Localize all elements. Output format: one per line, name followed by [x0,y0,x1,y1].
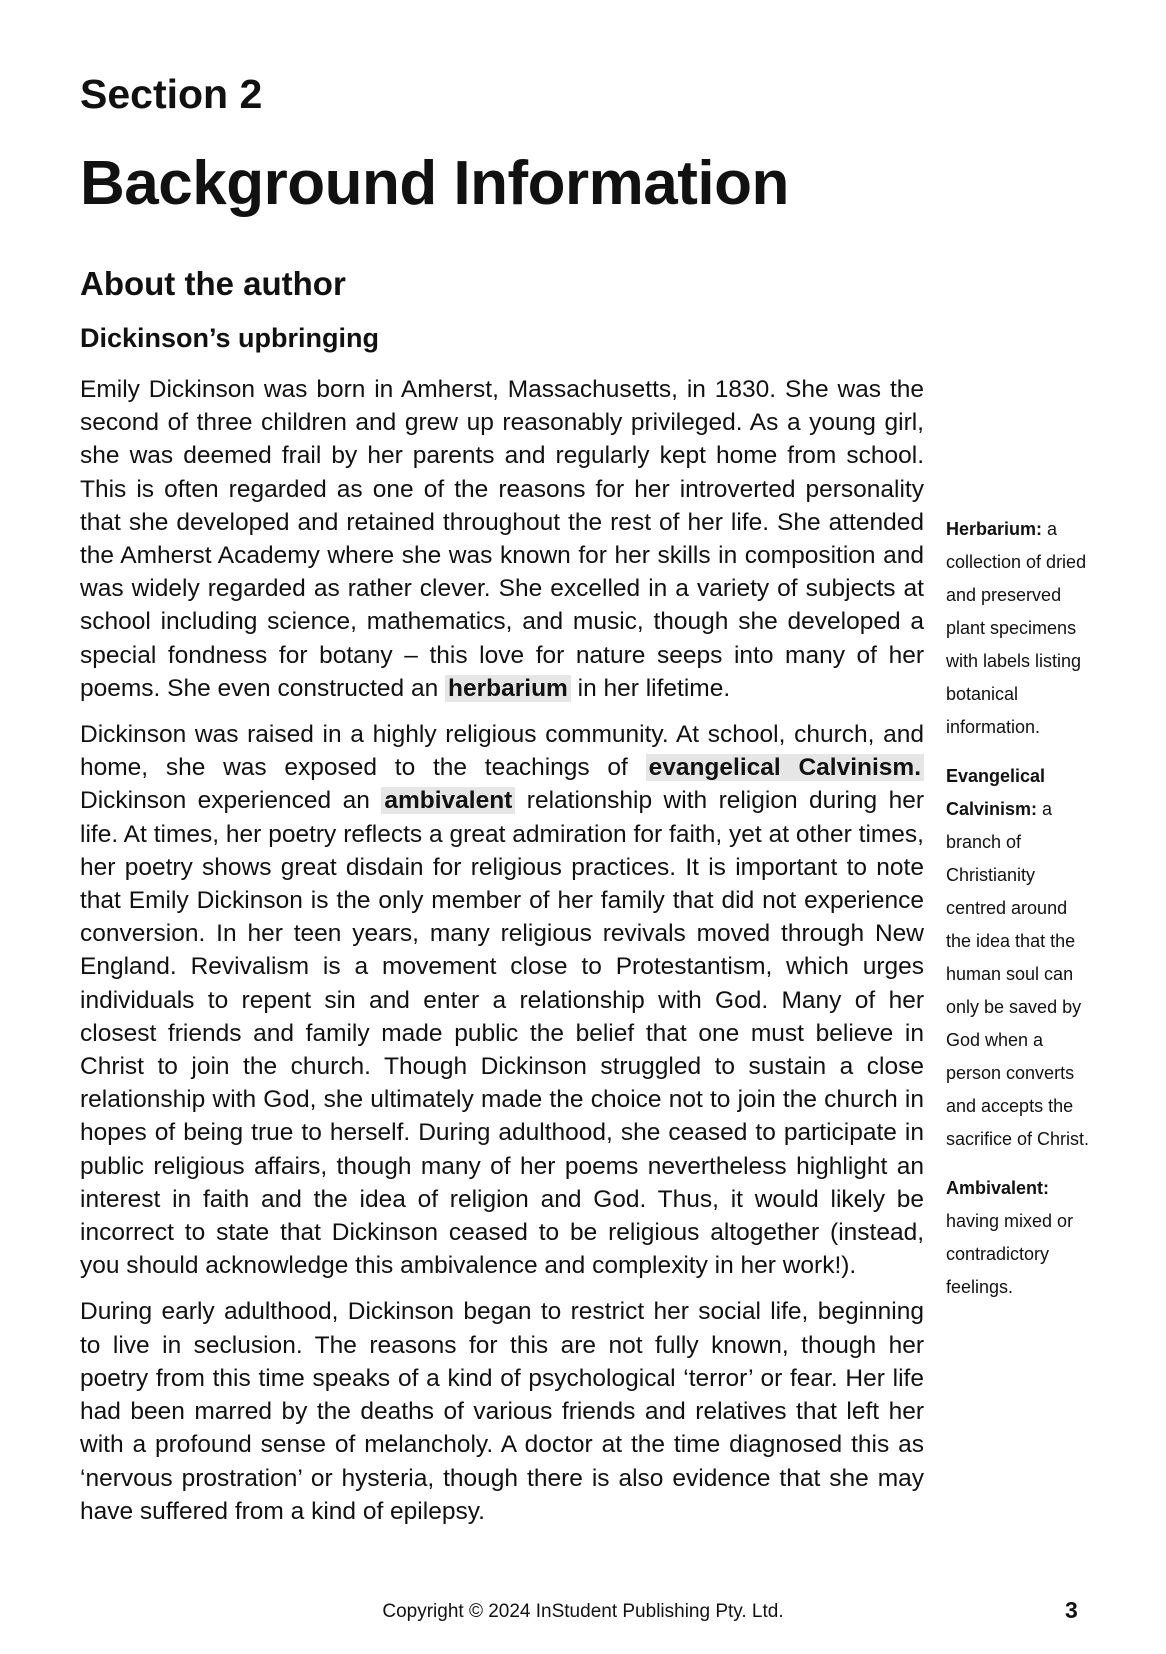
page-number: 3 [1065,1597,1078,1623]
section-label: Section 2 [80,71,263,117]
paragraph-2: Dickinson was raised in a highly religious community. At school, church, and home, she was exposed to the teachings of evangelical Calvinism. Dickinson experienced an ambivalent relationship with religion during her life. At times, her poetry reflects a great admiration for faith, yet at other times, her poetry shows great disdain for religious practices. It is important to note that Emily Dickinson is the only member of her family that did not experience conversion. In her teen years, many religious revivals moved through New England. Revivalism is a movement close to Protestantism, which urges individuals to repent sin and enter a relationship with God. Many of her closest friends and family made public the belief that one must believe in Christ to join the church. Though Dickinson struggled to sustain a close relationship with God, she ultimately made the choice not to join the church in hopes of being true to herself. During adulthood, she ceased to participate in public religious affairs, though many of her poems nevertheless highlight an interest in faith and the idea of religion and God. Thus, it would likely be incorrect to state that Dickinson ceased to be religious altogether (instead, you should acknowledge this ambivalence and complexity in her work!). [80,721,924,1280]
heading-upbringing: Dickinson’s upbringing [80,323,380,353]
glossary-term: Evangelical Calvinism: [946,766,1046,819]
glossary-definition: a collection of dried and preserved plant specimens with labels listing botanical information. [946,519,1087,737]
page-title: Background Information [80,149,789,218]
paragraph-3: During early adulthood, Dickinson began to restrict her social life, beginning to live in seclusion. The reasons for this are not fully known, though her poetry from this time speaks of a kind of psychological ‘terror’ or fear. Her life had been marred by the deaths of various friends and relatives that left her with a profound sense of melancholy. A doctor at the time diagnosed this as ‘nervous prostration’ or hysteria, though there is also evidence that she may have suffered from a kind of epilepsy. [80,1298,924,1525]
glossary-sidebar [946,513,1096,1320]
glossary-entry-evangelical-calvinism [946,760,1096,1156]
highlight-ambivalent: ambivalent [381,787,515,814]
footer-copyright: Copyright © 2024 InStudent Publishing Pty. Ltd. [382,1601,784,1622]
glossary-term: Ambivalent: [946,1178,1050,1198]
heading-about-author: About the author [80,265,346,302]
highlight-herbarium: herbarium [445,675,571,702]
glossary-definition: having mixed or contradictory feelings. [946,1211,1074,1297]
highlight-evangelical-calvinism: evangelical Calvinism. [646,754,924,781]
glossary-entry-ambivalent [946,1172,1096,1304]
glossary-term: Herbarium: [946,519,1043,539]
glossary-entry-herbarium [946,513,1096,744]
body-text [80,373,924,1541]
glossary-definition: a branch of Christianity centred around the idea that the human soul can only be saved by God when a person converts and accepts the sacrifice of Christ. [946,799,1090,1149]
paragraph-1: Emily Dickinson was born in Amherst, Massachusetts, in 1830. She was the second of three children and grew up reasonably privileged. As a young girl, she was deemed frail by her parents and regularly kept home from school. This is often regarded as one of the reasons for her introverted personality that she developed and retained throughout the rest of her life. She attended the Amherst Academy where she was known for her skills in composition and was widely regarded as rather clever. She excelled in a variety of subjects at school including science, mathematics, and music, though she developed a special fondness for botany – this love for nature seeps into many of her poems. She even constructed an herbarium in her lifetime. [80,376,924,702]
